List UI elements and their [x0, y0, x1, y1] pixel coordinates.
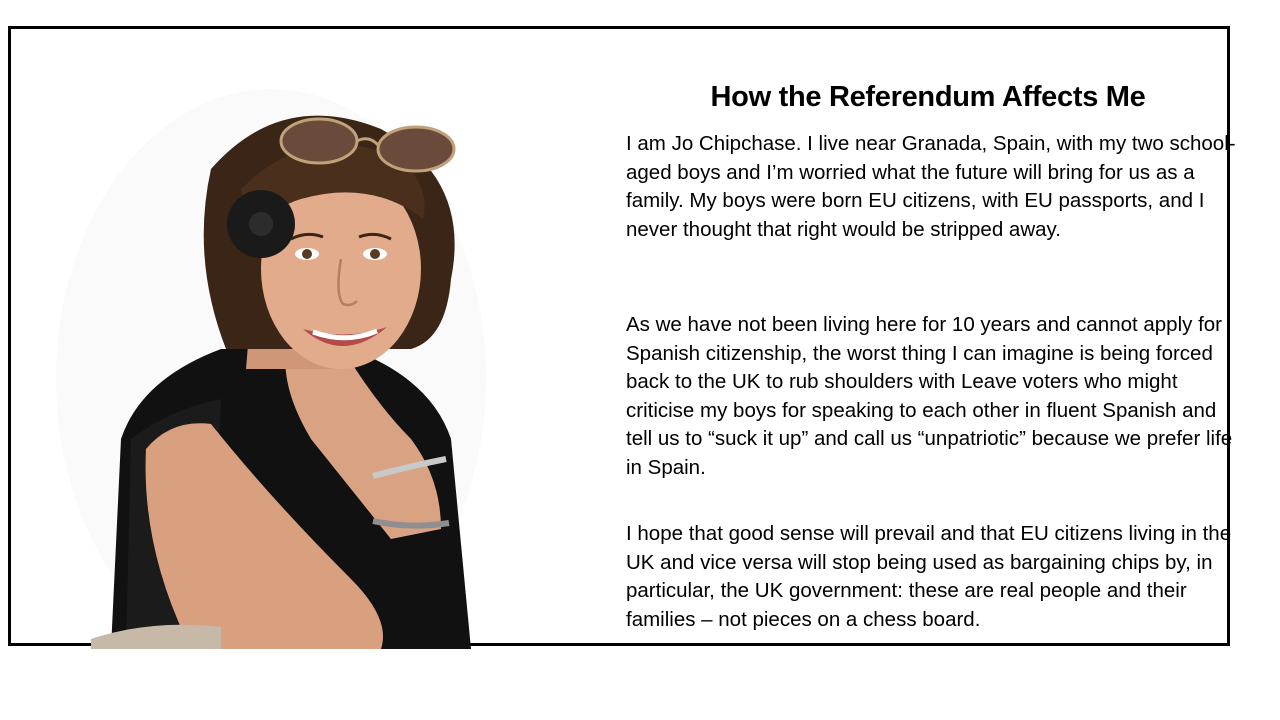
paragraph-intro: I am Jo Chipchase. I live near Granada, Spain, with my two school-aged boys and I’m worried what the future will bring for us as a family. My boys were born EU citizens, with EU passports, and I never thought that right would be stripped away.: [626, 132, 1236, 241]
slide-title: How the Referendum Affects Me: [710, 81, 1146, 113]
slide-frame: [8, 26, 1236, 646]
paragraph-concern: As we have not been living here for 10 years and cannot apply for Spanish citizenship, the worst thing I can imagine is being forced back to the UK to rub shoulders with Leave voters who might criticise my boys for speaking to each other in fluent Spanish and tell us to “suck it up” and call us “unpatriotic” because we prefer life in Spain.: [626, 313, 1233, 479]
paragraph-hope: I hope that good sense will prevail and that EU citizens living in the UK and vice versa will stop being used as bargaining chips by, in particular, the UK government: these are real people and their families – not pieces on a chess board.: [626, 522, 1232, 631]
portrait-photo: [51, 79, 491, 649]
